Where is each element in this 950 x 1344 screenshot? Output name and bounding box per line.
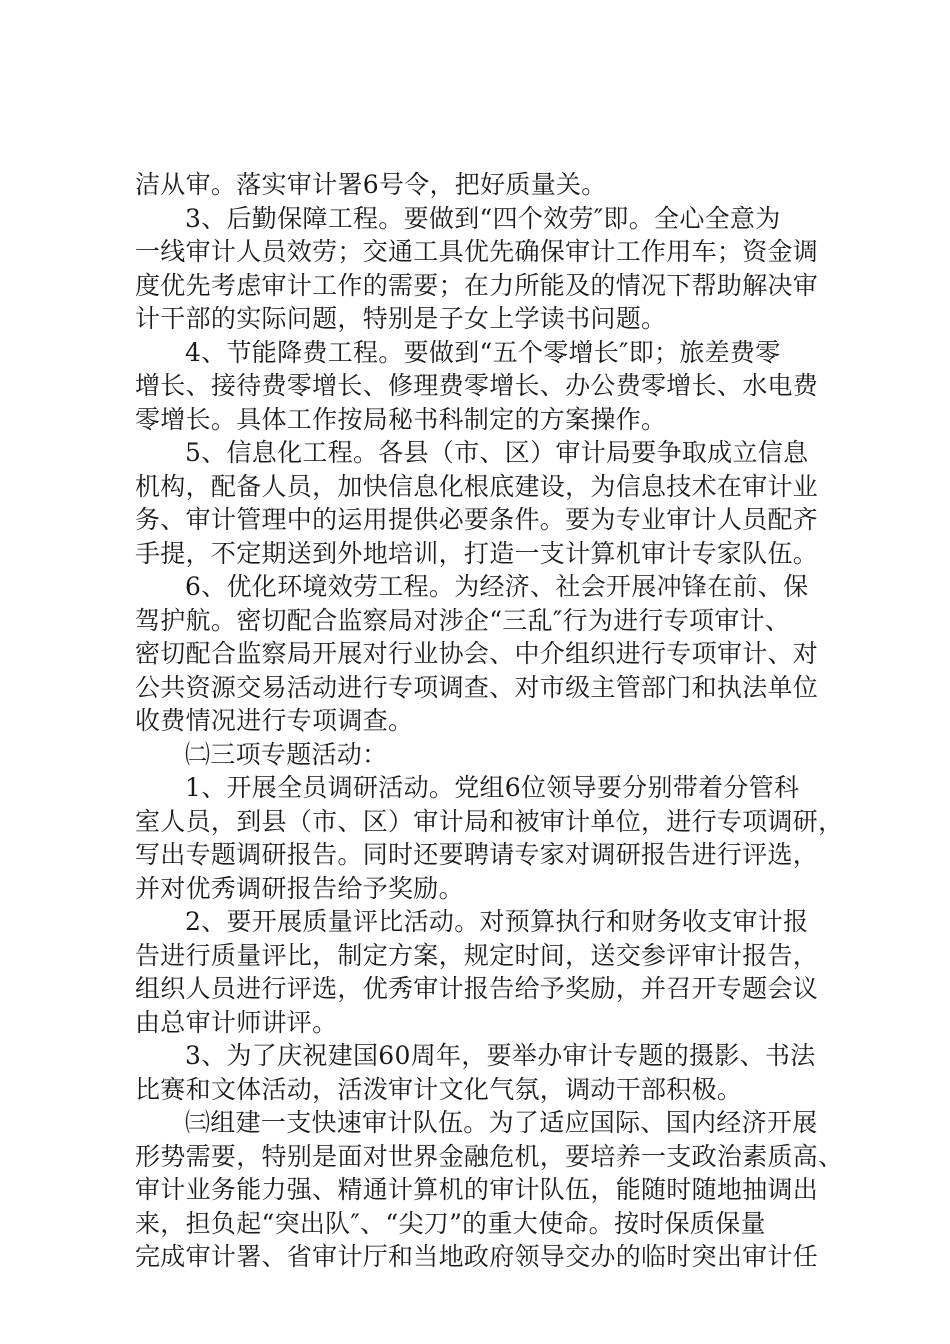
text-line: ㈡三项专题活动： xyxy=(185,739,388,769)
text-line: 务、审计管理中的运用提供必要条件。要为专业审计人员配齐 xyxy=(135,505,819,534)
text-line: 写出专题调研报告。同时还要聘请专家对调研报告进行评选， xyxy=(135,840,819,869)
text-line: 并对优秀调研报告给予奖励。 xyxy=(135,873,464,903)
text-line: 4、节能降费工程。要做到“五个零增长″即；旅差费零 xyxy=(185,337,781,367)
text-line: 密切配合监察局开展对行业协会、中介组织进行专项审计、对 xyxy=(135,639,819,668)
text-line: ㈢组建一支快速审计队伍。为了适应国际、国内经济开展 xyxy=(185,1108,818,1137)
text-line: 一线审计人员效劳；交通工具优先确保审计工作用车；资金调 xyxy=(135,237,819,266)
text-line: 公共资源交易活动进行专项调查、对市级主管部门和执法单位 xyxy=(135,672,819,702)
text-line: 形势需要，特别是面对世界金融危机，要培养一支政治素质高、 xyxy=(135,1141,844,1171)
text-line: 3、为了庆祝建国60周年，要举办审计专题的摄影、书法 xyxy=(185,1041,816,1070)
text-line: 比赛和文体活动，活泼审计文化气氛，调动干部积极。 xyxy=(135,1074,743,1104)
text-line: 洁从审。落实审计署6号令，把好质量关。 xyxy=(135,170,607,199)
text-line: 收费情况进行专项调查。 xyxy=(135,706,414,735)
text-line: 增长、接待费零增长、修理费零增长、办公费零增长、水电费 xyxy=(135,371,819,400)
text-line: 度优先考虑审计工作的需要；在力所能及的情况下帮助解决审 xyxy=(135,270,819,300)
document-body xyxy=(135,168,844,1274)
text-line: 6、优化环境效劳工程。为经济、社会开展冲锋在前、保 xyxy=(185,572,809,601)
text-line: 零增长。具体工作按局秘书科制定的方案操作。 xyxy=(135,404,667,434)
text-line: 告进行质量评比，制定方案，规定时间，送交参评审计报告， xyxy=(135,940,819,970)
text-line: 室人员，到县（市、区）审计局和被审计单位，进行专项调研， xyxy=(135,806,844,836)
text-line: 机构，配备人员，加快信息化根底建设，为信息技术在审计业 xyxy=(135,471,819,501)
text-line: 来，担负起“突出队″、“尖刀”的重大使命。按时保质保量 xyxy=(135,1208,766,1238)
text-line: 1、开展全员调研活动。党组6位领导要分别带着分管科 xyxy=(185,773,800,802)
text-line: 组织人员进行评选，优秀审计报告给予奖励，并召开专题会议 xyxy=(135,974,819,1003)
text-line: 驾护航。密切配合监察局对涉企“三乱″行为进行专项审计、 xyxy=(135,605,791,635)
text-line: 由总审计师讲评。 xyxy=(135,1007,338,1037)
text-line: 5、信息化工程。各县（市、区）审计局要争取成立信息 xyxy=(185,438,809,467)
text-line: 手提，不定期送到外地培训，打造一支计算机审计专家队伍。 xyxy=(135,538,819,568)
text-line: 3、后勤保障工程。要做到“四个效劳″即。全心全意为 xyxy=(185,203,781,233)
text-line: 审计业务能力强、精通计算机的审计队伍，能随时随地抽调出 xyxy=(135,1175,819,1204)
text-line: 计干部的实际问题，特别是子女上学读书问题。 xyxy=(135,304,667,333)
text-line: 2、要开展质量评比活动。对预算执行和财务收支审计报 xyxy=(185,907,809,936)
text-line: 完成审计署、省审计厅和当地政府领导交办的临时突出审计任 xyxy=(135,1242,819,1271)
